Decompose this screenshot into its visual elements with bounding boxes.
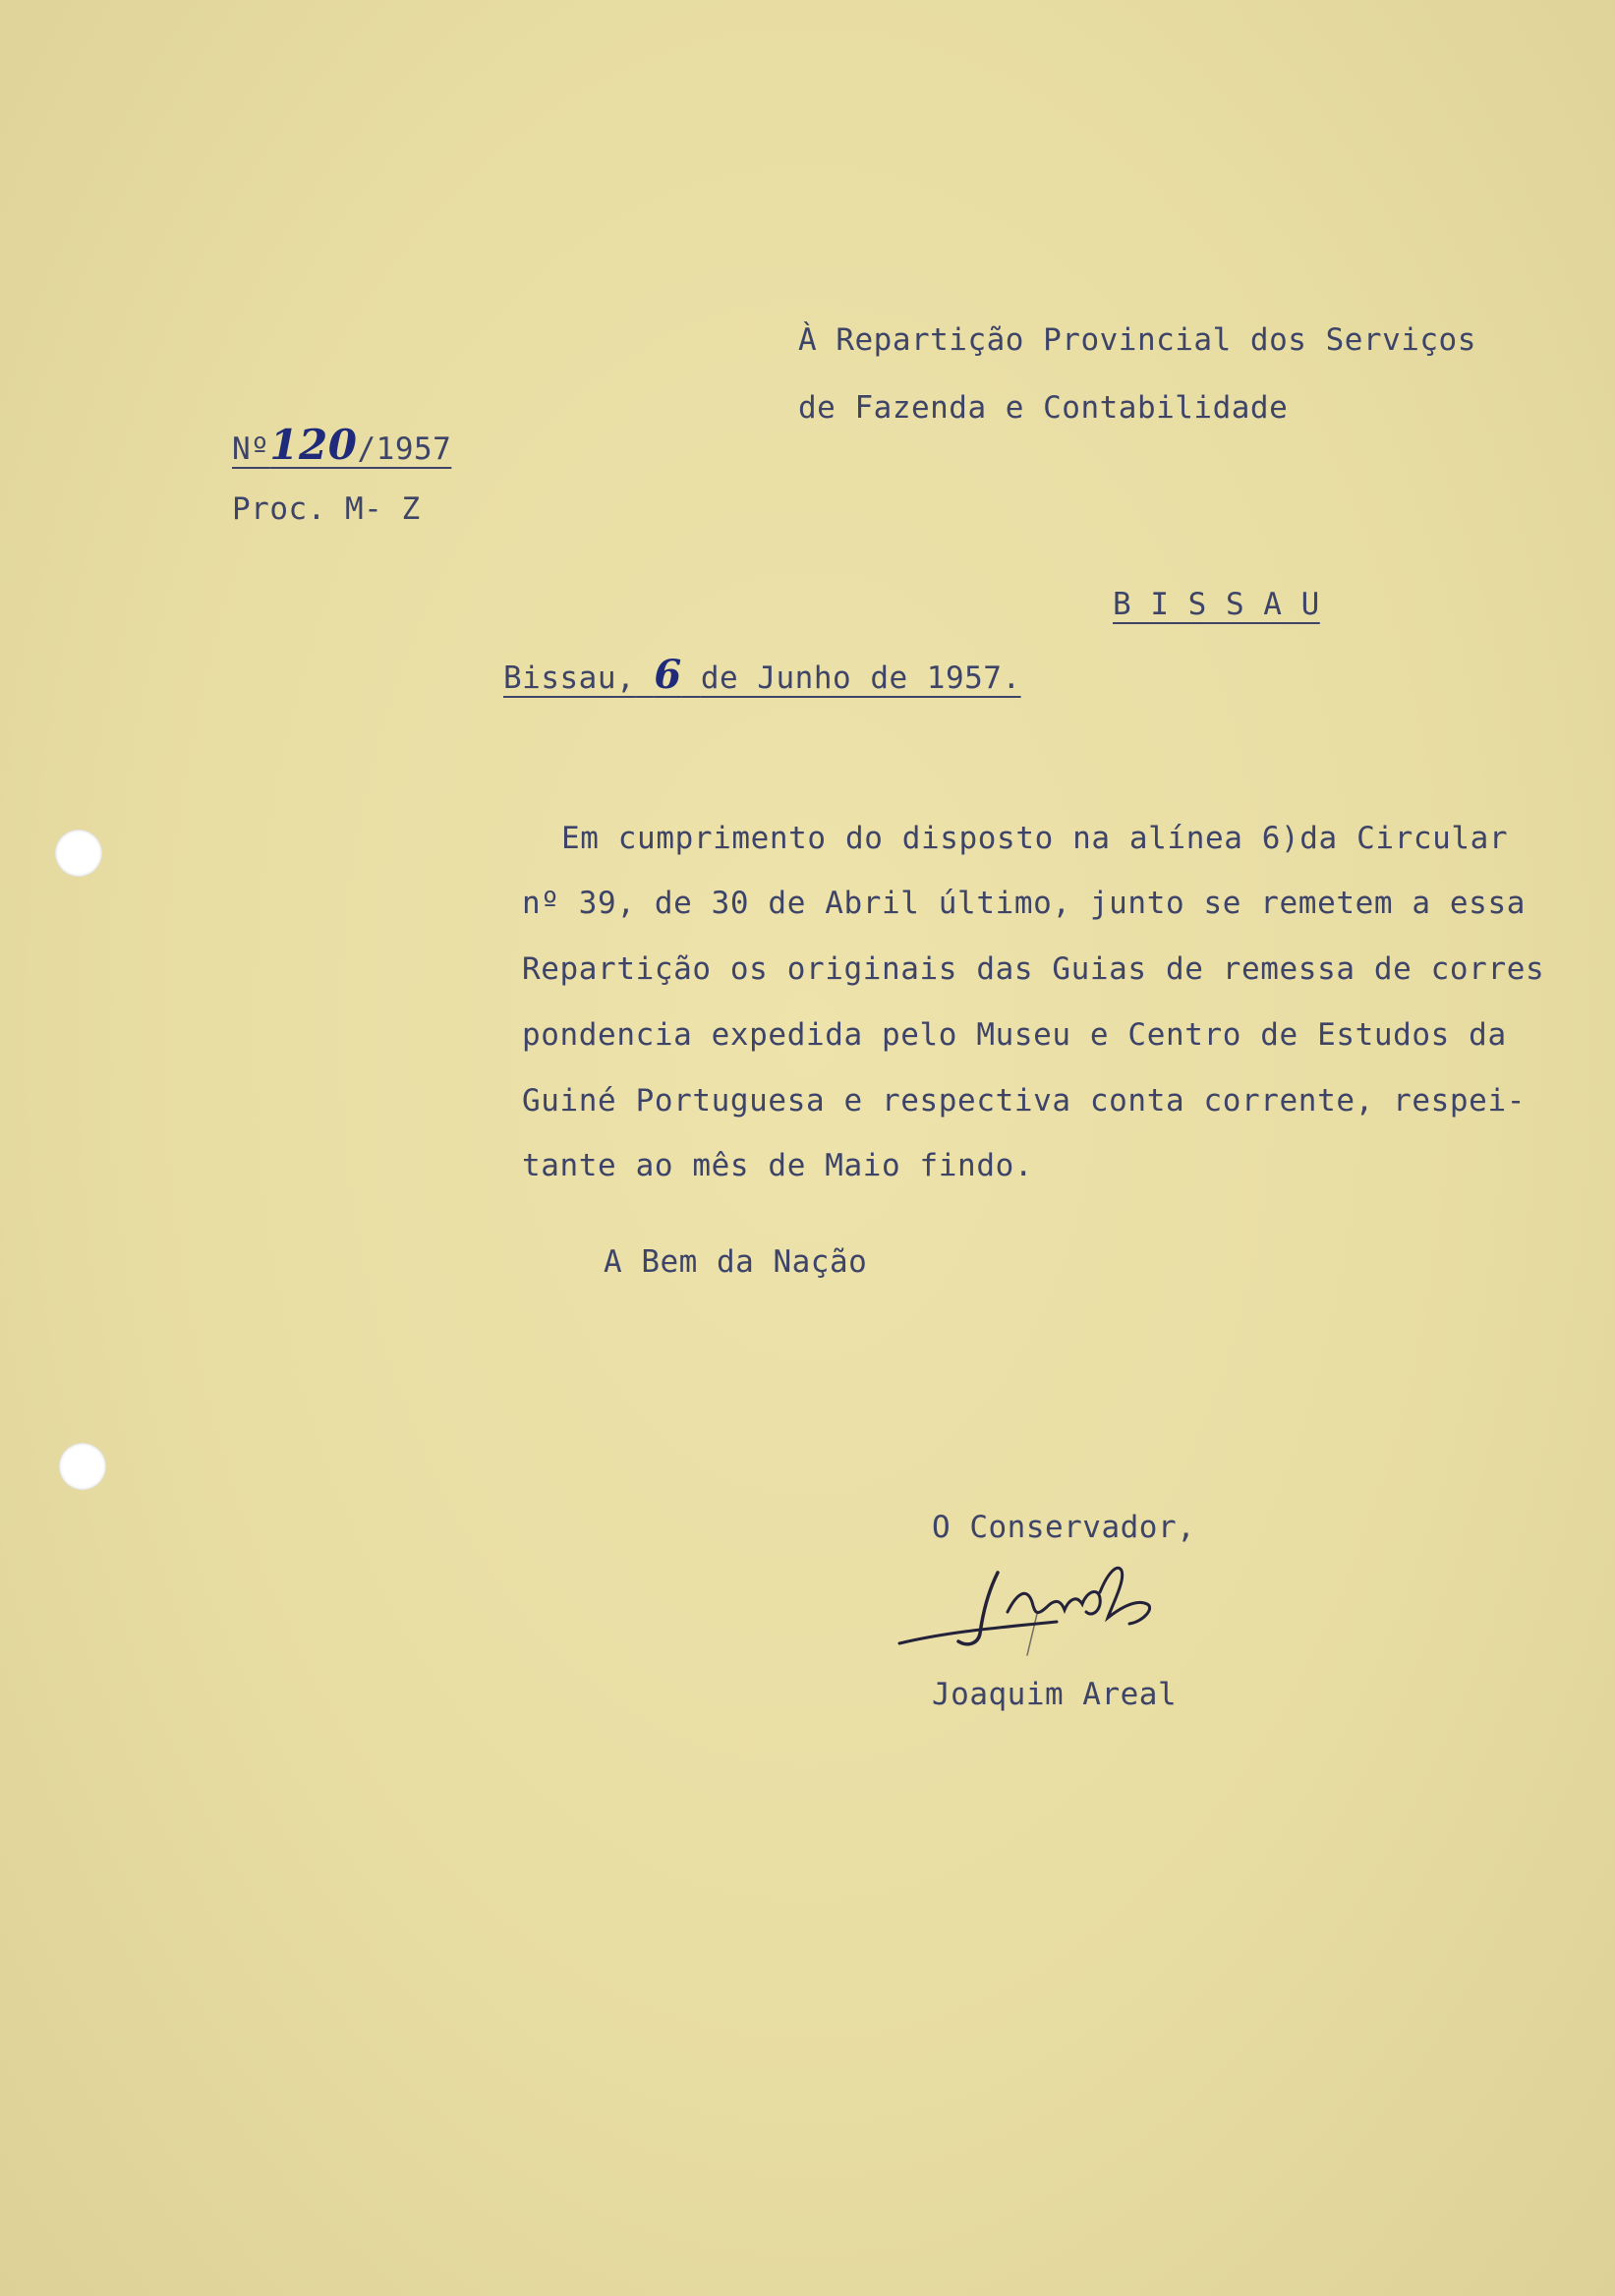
body-line-4: pondencia expedida pelo Museu e Centro de Estudos da xyxy=(522,1017,1507,1053)
date-day-handwritten: 6 xyxy=(654,652,682,698)
body-line-1: Em cumprimento do disposto na alínea 6)da Circular xyxy=(561,821,1509,856)
destination-city: B I S S A U xyxy=(1113,587,1320,622)
punch-hole-bottom xyxy=(59,1443,106,1490)
signatory-name: Joaquim Areal xyxy=(932,1677,1178,1712)
reference-number-prefix: Nº xyxy=(232,431,270,467)
handwritten-signature xyxy=(890,1553,1184,1661)
body-line-6: tante ao mês de Maio findo. xyxy=(522,1148,1034,1183)
date-prefix: Bissau, xyxy=(503,660,636,696)
reference-number-handwritten: 120 xyxy=(269,421,358,469)
punch-hole-top xyxy=(55,830,102,877)
body-line-3: Repartição os originais das Guias de remessa de corres xyxy=(522,951,1545,987)
reference-number-suffix: /1957 xyxy=(357,431,452,467)
body-line-5: Guiné Portuguesa e respectiva conta corrente, respei- xyxy=(522,1083,1526,1119)
addressee-line-2: de Fazenda e Contabilidade xyxy=(798,390,1289,426)
body-line-2: nº 39, de 30 de Abril último, junto se remetem a essa xyxy=(522,886,1526,921)
closing-salutation: A Bem da Nação xyxy=(604,1244,868,1280)
addressee-line-1: À Repartição Provincial dos Serviços xyxy=(798,322,1476,358)
date-rest: de Junho de 1957. xyxy=(700,660,1021,696)
signatory-title: O Conservador, xyxy=(932,1510,1196,1545)
date-line xyxy=(503,652,1021,698)
reference-number xyxy=(232,421,451,469)
process-reference: Proc. M- Z xyxy=(232,491,421,527)
